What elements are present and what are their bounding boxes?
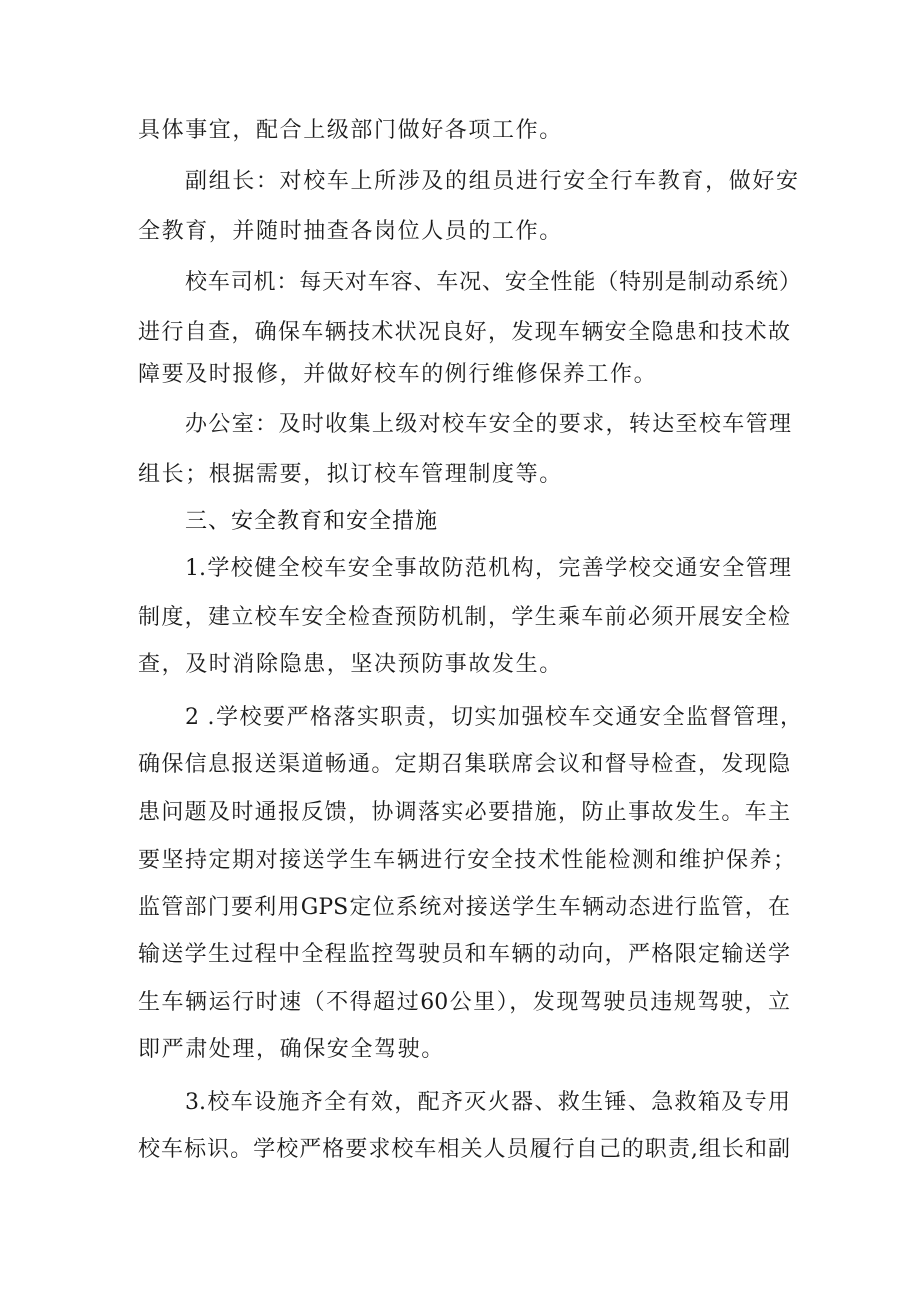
paragraph-line: 生车辆运行时速（不得超过60公里），发现驾驶员违规驾驶，立 [138, 990, 790, 1015]
paragraph-line: 1.学校健全校车安全事故防范机构，完善学校交通安全管理 [185, 556, 791, 581]
paragraph-line: 副组长：对校车上所涉及的组员进行安全行车教育，做好安 [185, 169, 798, 194]
paragraph-line: 即严肃处理，确保安全驾驶。 [138, 1037, 445, 1062]
paragraph-line: 输送学生过程中全程监控驾驶员和车辆的动向，严格限定输送学 [138, 942, 790, 967]
paragraph-line: 患问题及时通报反馈，协调落实必要措施，防止事故发生。车主 [138, 800, 790, 825]
paragraph-line: 查，及时消除隐患，坚决预防事故发生。 [138, 652, 563, 677]
paragraph-line: 校车司机：每天对车容、车况、安全性能（特别是制动系统） [185, 270, 801, 295]
paragraph-line: 具体事宜，配合上级部门做好各项工作。 [138, 118, 563, 143]
paragraph-line: 监管部门要利用GPS定位系统对接送学生车辆动态进行监管，在 [138, 895, 790, 920]
paragraph-line: 要坚持定期对接送学生车辆进行安全技术性能检测和维护保养； [138, 848, 795, 873]
paragraph-line: 组长；根据需要，拟订校车管理制度等。 [138, 462, 563, 487]
paragraph-line: 2 .学校要严格落实职责，切实加强校车交通安全监督管理， [185, 705, 802, 730]
paragraph-line: 全教育，并随时抽查各岗位人员的工作。 [138, 219, 563, 244]
paragraph-line: 进行自查，确保车辆技术状况良好，发现车辆安全隐患和技术故 [138, 320, 790, 345]
paragraph-line: 3.校车设施齐全有效，配齐灭火器、救生锤、急救箱及专用 [185, 1090, 790, 1115]
paragraph-line: 办公室：及时收集上级对校车安全的要求，转达至校车管理 [185, 412, 791, 437]
paragraph-line: 校车标识。学校严格要求校车相关人员履行自己的职责,组长和副 [138, 1137, 790, 1162]
paragraph-line: 确保信息报送渠道畅通。定期召集联席会议和督导检查，发现隐 [138, 752, 790, 777]
paragraph-line: 障要及时报修，并做好校车的例行维修保养工作。 [138, 362, 658, 387]
section-heading: 三、安全教育和安全措施 [185, 509, 439, 534]
paragraph-line: 制度，建立校车安全检查预防机制，学生乘车前必须开展安全检 [138, 605, 790, 630]
